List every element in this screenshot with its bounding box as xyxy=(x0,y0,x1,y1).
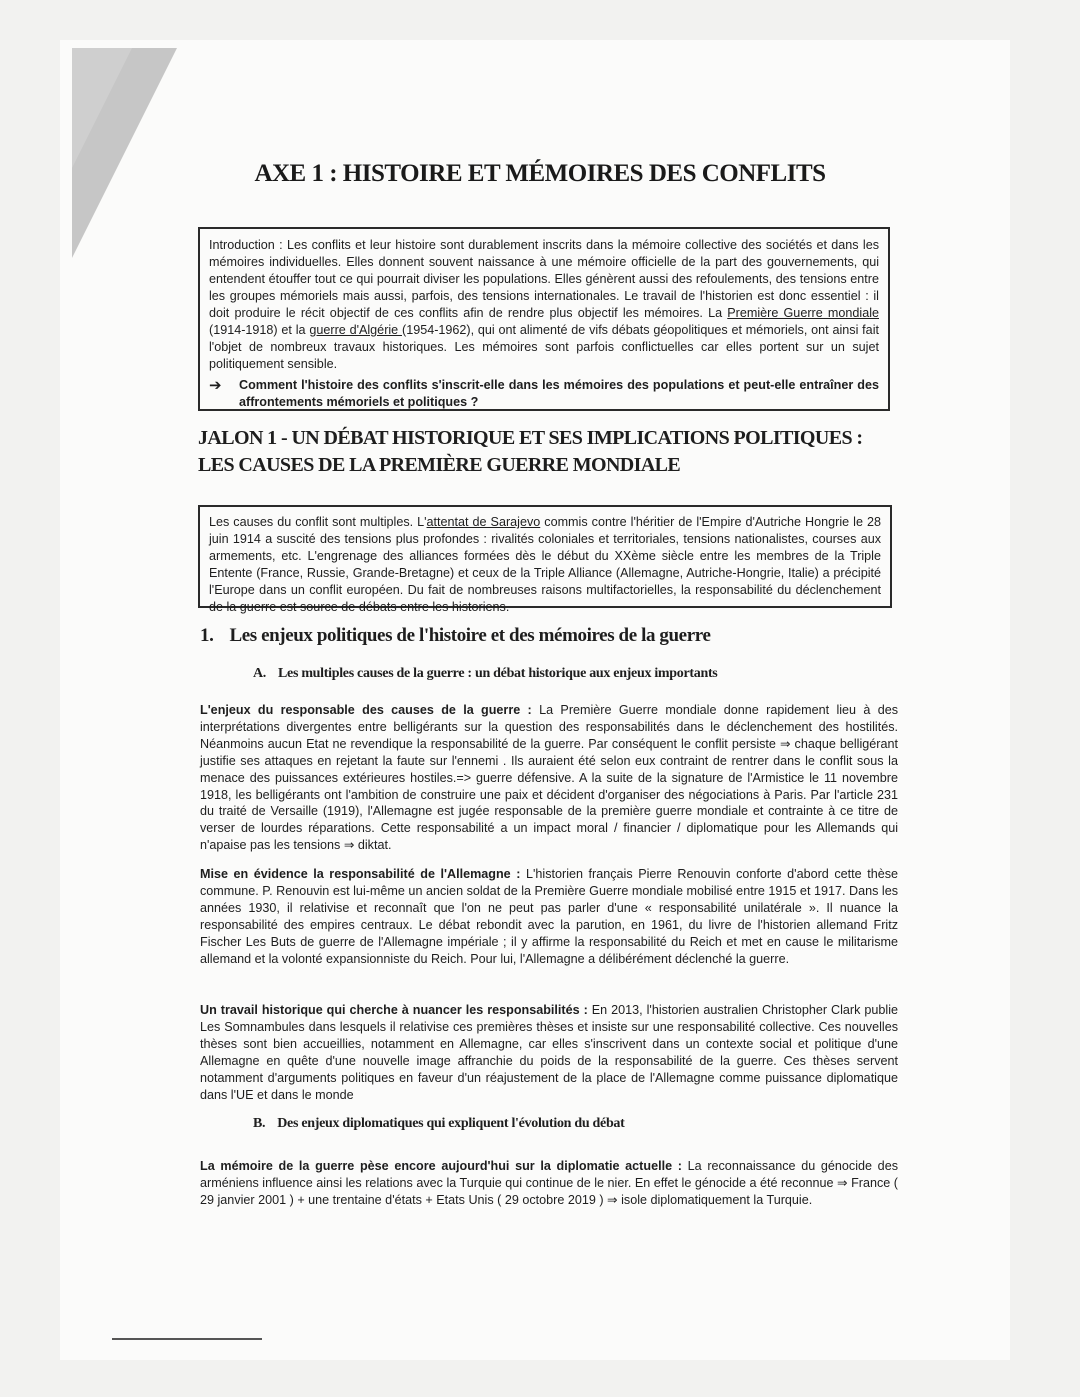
jalon-heading: JALON 1 - UN DÉBAT HISTORIQUE ET SES IMPLICATIONS POLITIQUES : LES CAUSES DE LA PREMIÈRE GUERRE MONDIALE xyxy=(198,427,863,476)
folded-corner xyxy=(72,48,132,168)
link-guerre-algerie: guerre d'Algérie xyxy=(309,323,402,337)
paragraph-enjeux-responsable: L'enjeux du responsable des causes de la guerre : La Première Guerre mondiale donne rapidement lieu à des interprétations divergentes entre belligérants sur la question des responsabilités dans le déclenchement des hostilités. Néanmoins aucun Etat ne revendique la responsabilité de la guerre. Par conséquent le conflit persiste ⇒ chaque belligérant justifie ses attaques en rejetant la faute sur l'ennemi . Ils auraient été selon eux contraint de rentrer dans le conflit sous la menace des puissances extérieures hostiles.=> guerre défensive. A la suite de la signature de l'Armistice le 11 novembre 1918, les belligérants ont l'ambition de construire une paix et décident d'organiser des négociations à Paris. Par l'article 231 du traité de Versaille (1919), l'Allemagne est jugée responsable de la première guerre mondiale et contrainte à ce titre de verser de lourdes réparations. Cette responsabilité a un impact moral / financier / diplomatique pour les Allemands qui n'apaise pas les tensions ⇒ diktat. xyxy=(200,703,899,853)
paragraph-memoire-diplomatie: La mémoire de la guerre pèse encore aujourd'hui sur la diplomatie actuelle : La reconnaissance du génocide des arméniens influence ainsi les relations avec la Turquie qui continue de le nier. En effet le génocide a été reconnue ⇒ France ( 29 janvier 2001 ) + une trentaine d'états + Etats Unis ( 29 octobre 2019 ) ⇒ isole diplomatiquement la Turquie. xyxy=(200,1159,898,1207)
causes-text: Les causes du conflit sont multiples. L'attentat de Sarajevo commis contre l'héritier de l'Empire d'Autriche Hongrie le 28 juin 1914 a suscité des tensions plus profondes : rivalités coloniales et territoriales, tensions nationalistes, courses aux armements, etc. L'engrenage des alliances formées dès le début du XXème siècle entre les membres de la Triple Entente (France, Russie, Grande-Bretagne) et ceux de la Triple Alliance (Allemagne, Autriche-Hongrie, Italie) a précipité l'Europe dans un conflit européen. Du fait de nombreuses raisons multifactorielles, la responsabilité du déclenchement de la guerre est source de débats entre les historiens. xyxy=(209,515,881,614)
introduction-box xyxy=(198,227,890,411)
problematique xyxy=(209,377,879,411)
subsection-b-heading: B. Des enjeux diplomatiques qui expliquent l'évolution du débat xyxy=(253,1116,625,1131)
arrow-icon: ➔ xyxy=(209,377,222,394)
section-1-heading: 1. Les enjeux politiques de l'histoire et des mémoires de la guerre xyxy=(200,625,711,646)
introduction-text: Introduction : Les conflits et leur histoire sont durablement inscrits dans la mémoire collective des sociétés et dans les mémoires individuelles. Elles donnent souvent naissance à une mémoire officielle de la part des gouvernements, qui entendent étouffer tout ce qui pourrait diviser les populations. Elles génèrent aussi des refoulements, des tensions entre les groupes mémoriels mais aussi, parfois, des tensions internationales. Le travail de l'historien est donc essentiel : il doit produire le récit objectif de ces conflits afin de rendre plus objectif les mémoires. La Première Guerre mondiale (1914-1918) et la guerre d'Algérie (1954-1962), qui ont alimenté de vifs débats géopolitiques et mémoriels, ont ainsi fait l'objet de nombreux travaux historiques. Les mémoires sont parfois conflictuelles car elles portent sur un sujet politiquement sensible. xyxy=(209,238,879,371)
bottom-divider xyxy=(112,1338,262,1340)
causes-box xyxy=(198,505,892,614)
paragraph-nuancer-responsabilites: Un travail historique qui cherche à nuancer les responsabilités : En 2013, l'historien australien Christopher Clark publie Les Somnambules dans lesquels il relativise ces premières thèses et insiste sur une responsabilité collective. Ces nouvelles thèses sont bien accueillies, notamment en Allemagne, car elles s'inscrivent dans un contexte social et politique d'une Allemagne en quête d'une nouvelle image affranchie du poids de la responsabilité de la guerre. Ces thèses servent notamment d'arguments politiques en faveur d'un réajustement de la place de l'Allemagne comme puissance diplomatique dans l'UE et dans le monde xyxy=(200,1003,899,1102)
link-premiere-guerre-mondiale: Première Guerre mondiale xyxy=(727,306,879,320)
problematique-question: Comment l'histoire des conflits s'inscrit-elle dans les mémoires des populations et peut-elle entraîner des affrontements mémoriels et politiques ? xyxy=(239,378,879,409)
page-title: AXE 1 : HISTOIRE ET MÉMOIRES DES CONFLITS xyxy=(254,160,826,187)
link-attentat-sarajevo: attentat de Sarajevo xyxy=(426,515,541,529)
subsection-a-heading: A. Les multiples causes de la guerre : un débat historique aux enjeux importants xyxy=(253,666,718,681)
paragraph-responsabilite-allemagne: Mise en évidence la responsabilité de l'Allemagne : L'historien français Pierre Renouvin conforte d'abord cette thèse commune. P. Renouvin est lui-même un ancien soldat de la Première Guerre mondiale mobilisé entre 1915 et 1917. Dans les années 1930, il relativise et reconnaît que l'on ne peut pas parler d'une « responsabilité unilatérale ». Il nuance la responsabilité des empires centraux. Le débat rebondit avec la parution, en 1961, du livre de l'historien allemand Fritz Fischer Les Buts de guerre de l'Allemagne impériale ; il y affirme la responsabilité du Reich et met en cause le militarisme allemand et la volonté expansionniste du Reich. Pour lui, l'Allemagne a délibérément déclenché la guerre. xyxy=(200,867,898,966)
